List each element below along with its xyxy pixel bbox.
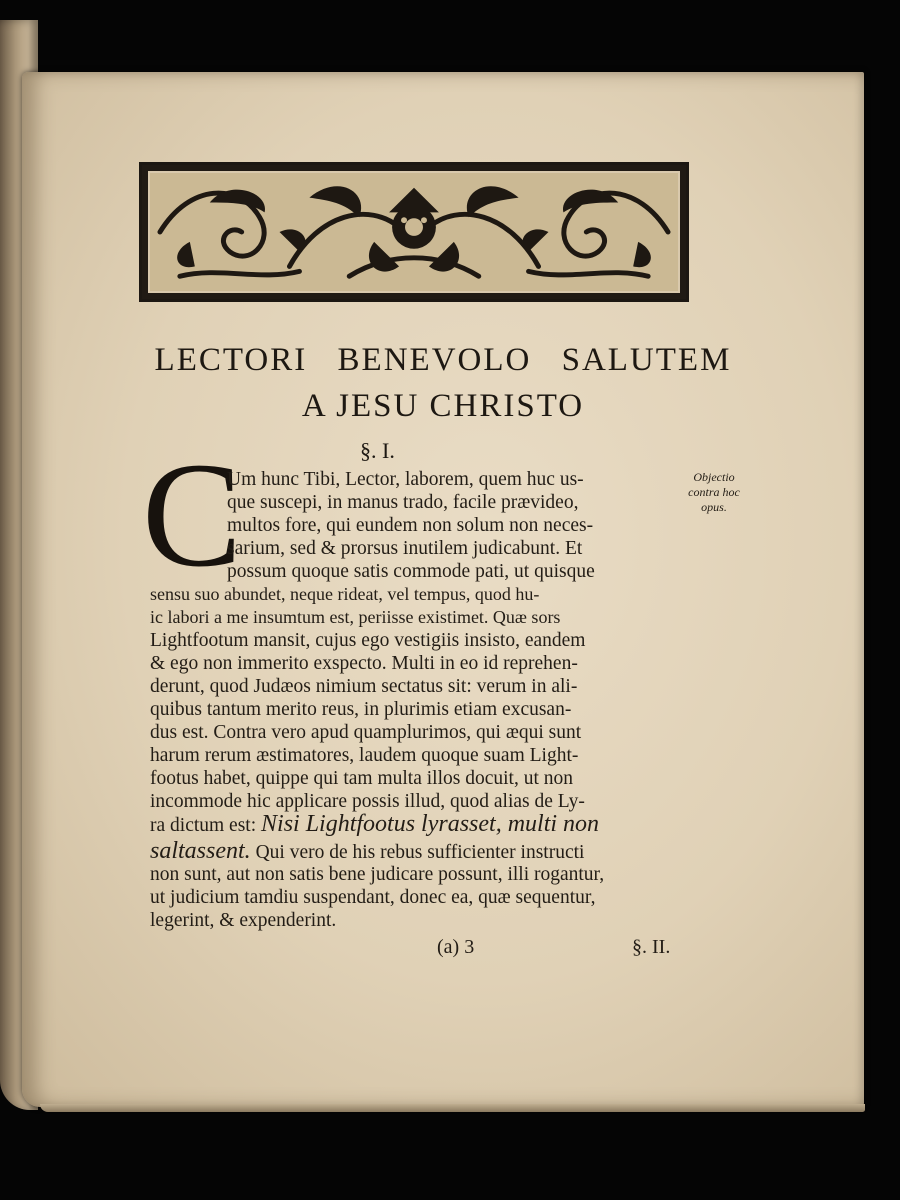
text-line: Lightfootum mansit, cujus ego vestigiis insisto, eandem (150, 630, 586, 651)
text-line: non sunt, aut non satis bene judicare possunt, illi rogantur, (150, 864, 605, 885)
marginal-note-line: contra hoc (688, 485, 740, 499)
title-word-lectori: LECTORI (154, 342, 308, 378)
text-line-roman: Qui vero de his rebus sufficienter instructi (250, 842, 585, 863)
text-line: incommode hic applicare possis illud, quod alias de Ly- (150, 791, 585, 812)
text-line: Um hunc Tibi, Lector, laborem, quem huc us- (227, 469, 584, 490)
text-line-italic: saltassent. (150, 838, 251, 864)
title-word-salutem: SALUTEM (561, 342, 732, 378)
text-line-roman: ra dictum est: (150, 815, 262, 836)
drop-cap: C (142, 432, 243, 598)
text-line: & ego non immerito exspecto. Multi in eo id reprehen- (150, 653, 578, 674)
text-line (150, 811, 599, 838)
text-line (150, 838, 584, 865)
text-line: derunt, quod Judæos nimium sectatus sit: verum in ali- (150, 676, 578, 697)
title-word-benevolo: BENEVOLO (337, 342, 532, 378)
page-edge-bottom (40, 1104, 865, 1112)
marginal-note-line: Objectio (693, 470, 735, 484)
text-line: sarium, sed & prorsus inutilem judicabunt. Et (227, 538, 583, 559)
text-line: dus est. Contra vero apud quamplurimos, qui æqui sunt (150, 722, 582, 743)
text-line: quibus tantum merito reus, in plurimis etiam excusan- (150, 699, 572, 720)
text-line: sensu suo abundet, neque rideat, vel tempus, quod hu- (150, 584, 540, 604)
text-line: footus habet, quippe qui tam multa illos docuit, ut non (150, 768, 573, 789)
text-line: harum rerum æstimatores, laudem quoque suam Light- (150, 745, 579, 766)
title-line-2: A JESU CHRISTO (301, 388, 585, 424)
signature-mark: (a) 3 (437, 936, 475, 958)
marginal-note (674, 470, 754, 515)
text-line: que suscepi, in manus trado, facile prævideo, (227, 492, 579, 513)
title-line-1 (22, 342, 864, 379)
text-line: ic labori a me insumtum est, periisse existimet. Quæ sors (150, 607, 561, 627)
catchword: §. II. (632, 936, 671, 958)
text-line-italic: Nisi Lightfootus lyrasset, multi non (261, 811, 600, 837)
marginal-note-line: opus. (701, 500, 727, 514)
section-mark: §. I. (360, 438, 395, 463)
text-line: multos fore, qui eundem non solum non neces- (227, 515, 594, 536)
text-line: possum quoque satis commode pati, ut quisque (227, 561, 595, 582)
text-line: legerint, & expenderint. (150, 910, 337, 931)
ornamental-headpiece (139, 162, 689, 302)
foliage-ornament-icon (150, 173, 678, 291)
text-line: ut judicium tamdiu suspendant, donec ea, quæ sequentur, (150, 887, 596, 908)
